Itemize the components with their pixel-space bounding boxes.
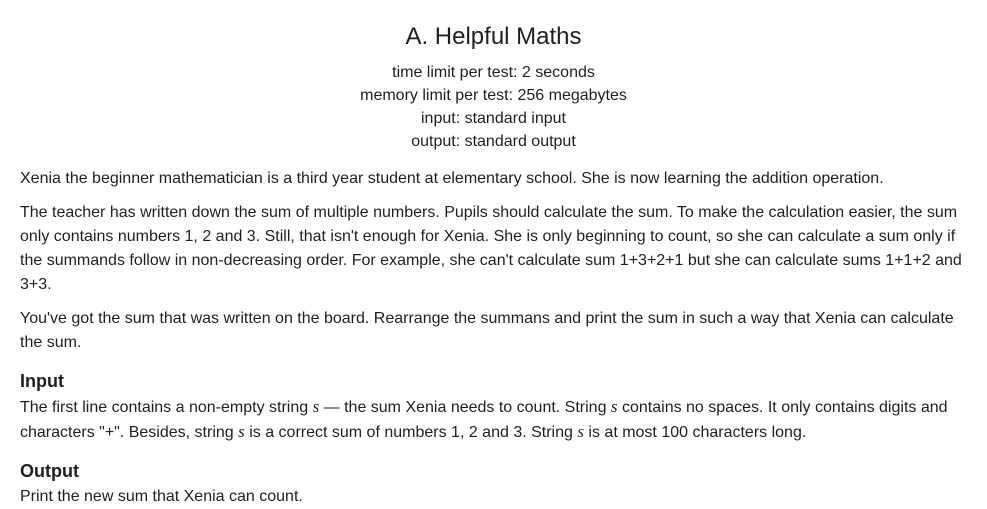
- time-limit: time limit per test: 2 seconds: [392, 64, 595, 81]
- memory-limit: memory limit per test: 256 megabytes: [360, 87, 627, 104]
- variable-s: s: [610, 397, 618, 416]
- input-section: [20, 371, 967, 445]
- input-text-segment: is at most 100 characters long.: [583, 424, 807, 441]
- problem-header: [20, 22, 967, 153]
- problem-title: A. Helpful Maths: [405, 23, 582, 50]
- output-section: [20, 461, 967, 509]
- output-description: Print the new sum that Xenia can count.: [20, 488, 303, 505]
- statement-paragraph: The teacher has written down the sum of multiple numbers. Pupils should calculate the sum. To make the calculation easier, the sum only contains numbers 1, 2 and 3. Still, that isn't enough for Xenia. She is only beginning to count, so she can calculate a sum only if the summands follow in non-decreasing order. For example, she can't calculate sum 1+3+2+1 but she can calculate sums 1+1+2 and 3+3.: [20, 204, 962, 293]
- input-heading: Input: [20, 371, 64, 391]
- problem-meta: [20, 61, 967, 153]
- input-description: [20, 395, 967, 445]
- output-spec: output: standard output: [411, 133, 576, 150]
- variable-s: s: [312, 397, 320, 416]
- statement-body: [20, 167, 967, 355]
- variable-s: s: [238, 422, 245, 441]
- input-text-segment: The first line contains a non-empty string: [20, 399, 313, 416]
- output-heading: Output: [20, 461, 79, 481]
- input-text-segment: — the sum Xenia needs to count. String: [319, 399, 611, 416]
- input-text-segment: contains no spaces. It only contains digits and characters "+". Besides, string: [20, 399, 948, 441]
- input-text-segment: is a correct sum of numbers 1, 2 and 3. String: [244, 424, 578, 441]
- statement-paragraph: You've got the sum that was written on the board. Rearrange the summans and print the sum in such a way that Xenia can calculate the sum.: [20, 310, 954, 351]
- statement-paragraph: Xenia the beginner mathematician is a third year student at elementary school. She is now learning the addition operation.: [20, 170, 884, 187]
- variable-s: s: [577, 422, 584, 441]
- input-spec: input: standard input: [421, 110, 566, 127]
